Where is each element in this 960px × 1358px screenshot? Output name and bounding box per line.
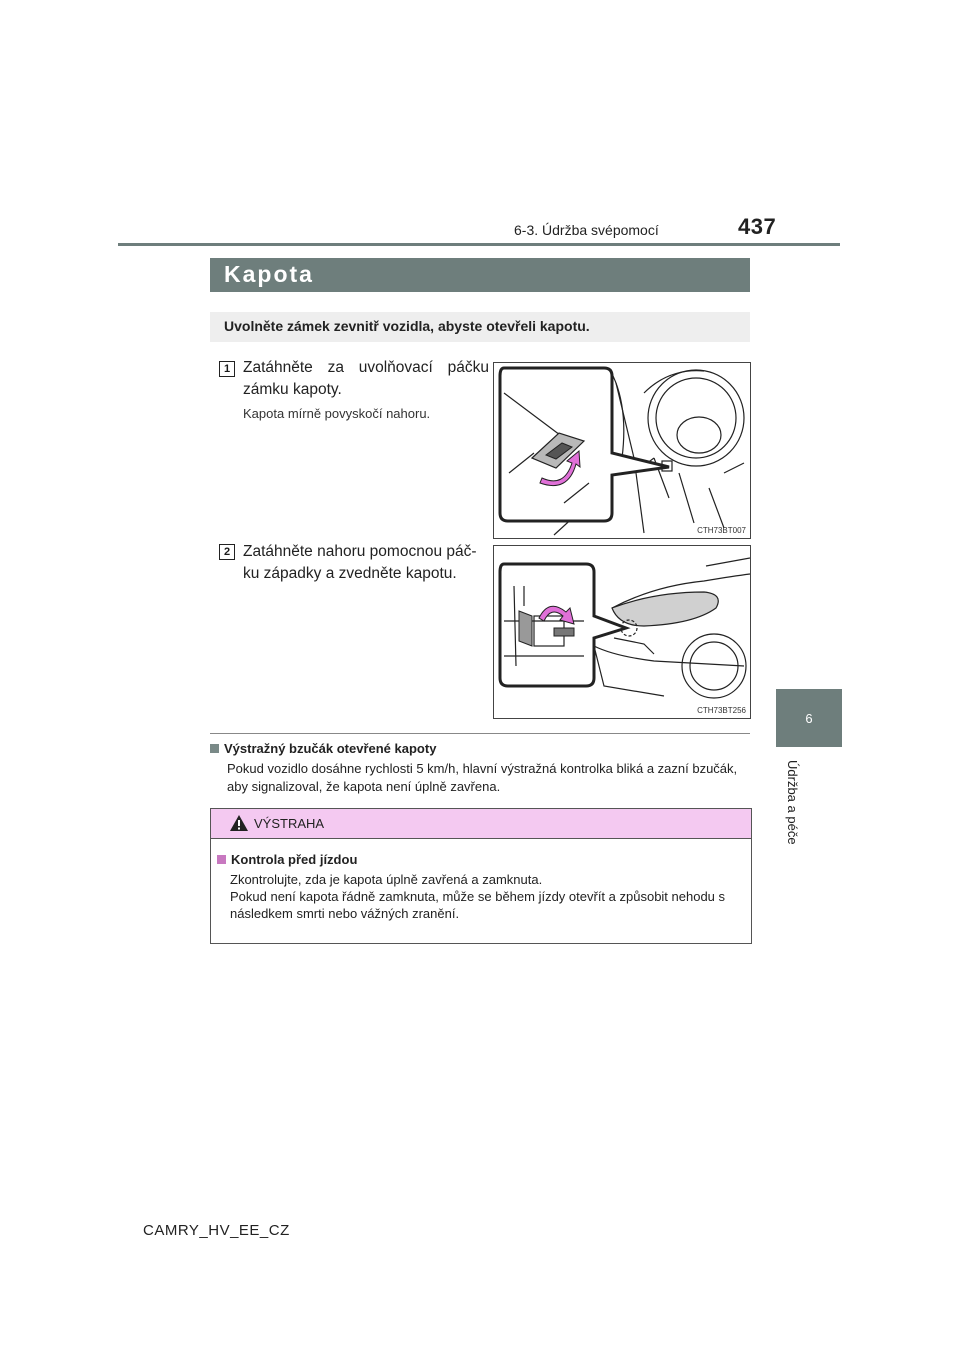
step-2-text-line2: ku západky a zvedněte kapotu.	[243, 565, 457, 582]
hood-release-illustration	[494, 363, 750, 538]
figure-hood-auxiliary-latch	[493, 545, 751, 719]
step-2-number: 2	[219, 544, 235, 560]
step-2-text-line1: Zatáhněte nahoru pomocnou páč-	[243, 543, 477, 560]
note-heading-text: Výstražný bzučák otevřené kapoty	[224, 741, 437, 756]
figure-hood-release-lever	[493, 362, 751, 539]
figure-code-1: CTH73BT007	[697, 526, 746, 535]
warning-triangle-icon	[229, 814, 249, 832]
page-title: Kapota	[224, 261, 314, 287]
step-1-note: Kapota mírně povyskočí nahoru.	[243, 406, 431, 421]
pink-square-bullet-icon	[217, 855, 226, 864]
subheading: Uvolněte zámek zevnitř vozidla, abyste otevřeli kapotu.	[224, 318, 590, 334]
header-rule	[118, 243, 840, 246]
page-number: 437	[738, 214, 777, 239]
subheading-bar	[210, 312, 750, 342]
figure-code-2: CTH73BT256	[697, 706, 746, 715]
note-body: Pokud vozidlo dosáhne rychlosti 5 km/h, hlavní výstražná kontrolka bliká a zazní bzučák, aby signalizoval, že kapota není úplně zavřena.	[227, 761, 738, 794]
chapter-label	[778, 760, 808, 870]
square-bullet-icon	[210, 744, 219, 753]
warning-header	[211, 809, 751, 839]
chapter-number: 6	[805, 710, 813, 726]
section-title: 6-3. Údržba svépomocí	[514, 222, 659, 238]
page-title-bar	[210, 258, 750, 292]
warning-line-1: Zkontrolujte, zda je kapota úplně zavřená a zamknuta.	[230, 872, 543, 887]
warning-label: VÝSTRAHA	[254, 816, 325, 831]
warning-box	[210, 808, 752, 944]
hood-latch-illustration	[494, 546, 750, 718]
note-heading	[210, 741, 436, 756]
step-1-text-line1: Zatáhněte za uvolňovací páčku	[243, 359, 489, 376]
warning-line-2: Pokud není kapota řádně zamknuta, může se během jízdy otevřít a způsobit nehodu s následkem smrti nebo vážných zranění.	[230, 889, 726, 921]
warning-body	[230, 871, 745, 922]
section-separator	[210, 733, 750, 734]
warning-heading	[217, 852, 357, 867]
chapter-tab	[776, 689, 842, 747]
step-1-number: 1	[219, 361, 235, 377]
chapter-label-text: Údržba a péče	[785, 760, 800, 845]
document-code: CAMRY_HV_EE_CZ	[143, 1222, 290, 1239]
step-1-text-line2: zámku kapoty.	[243, 381, 342, 398]
warning-heading-text: Kontrola před jízdou	[231, 852, 358, 867]
